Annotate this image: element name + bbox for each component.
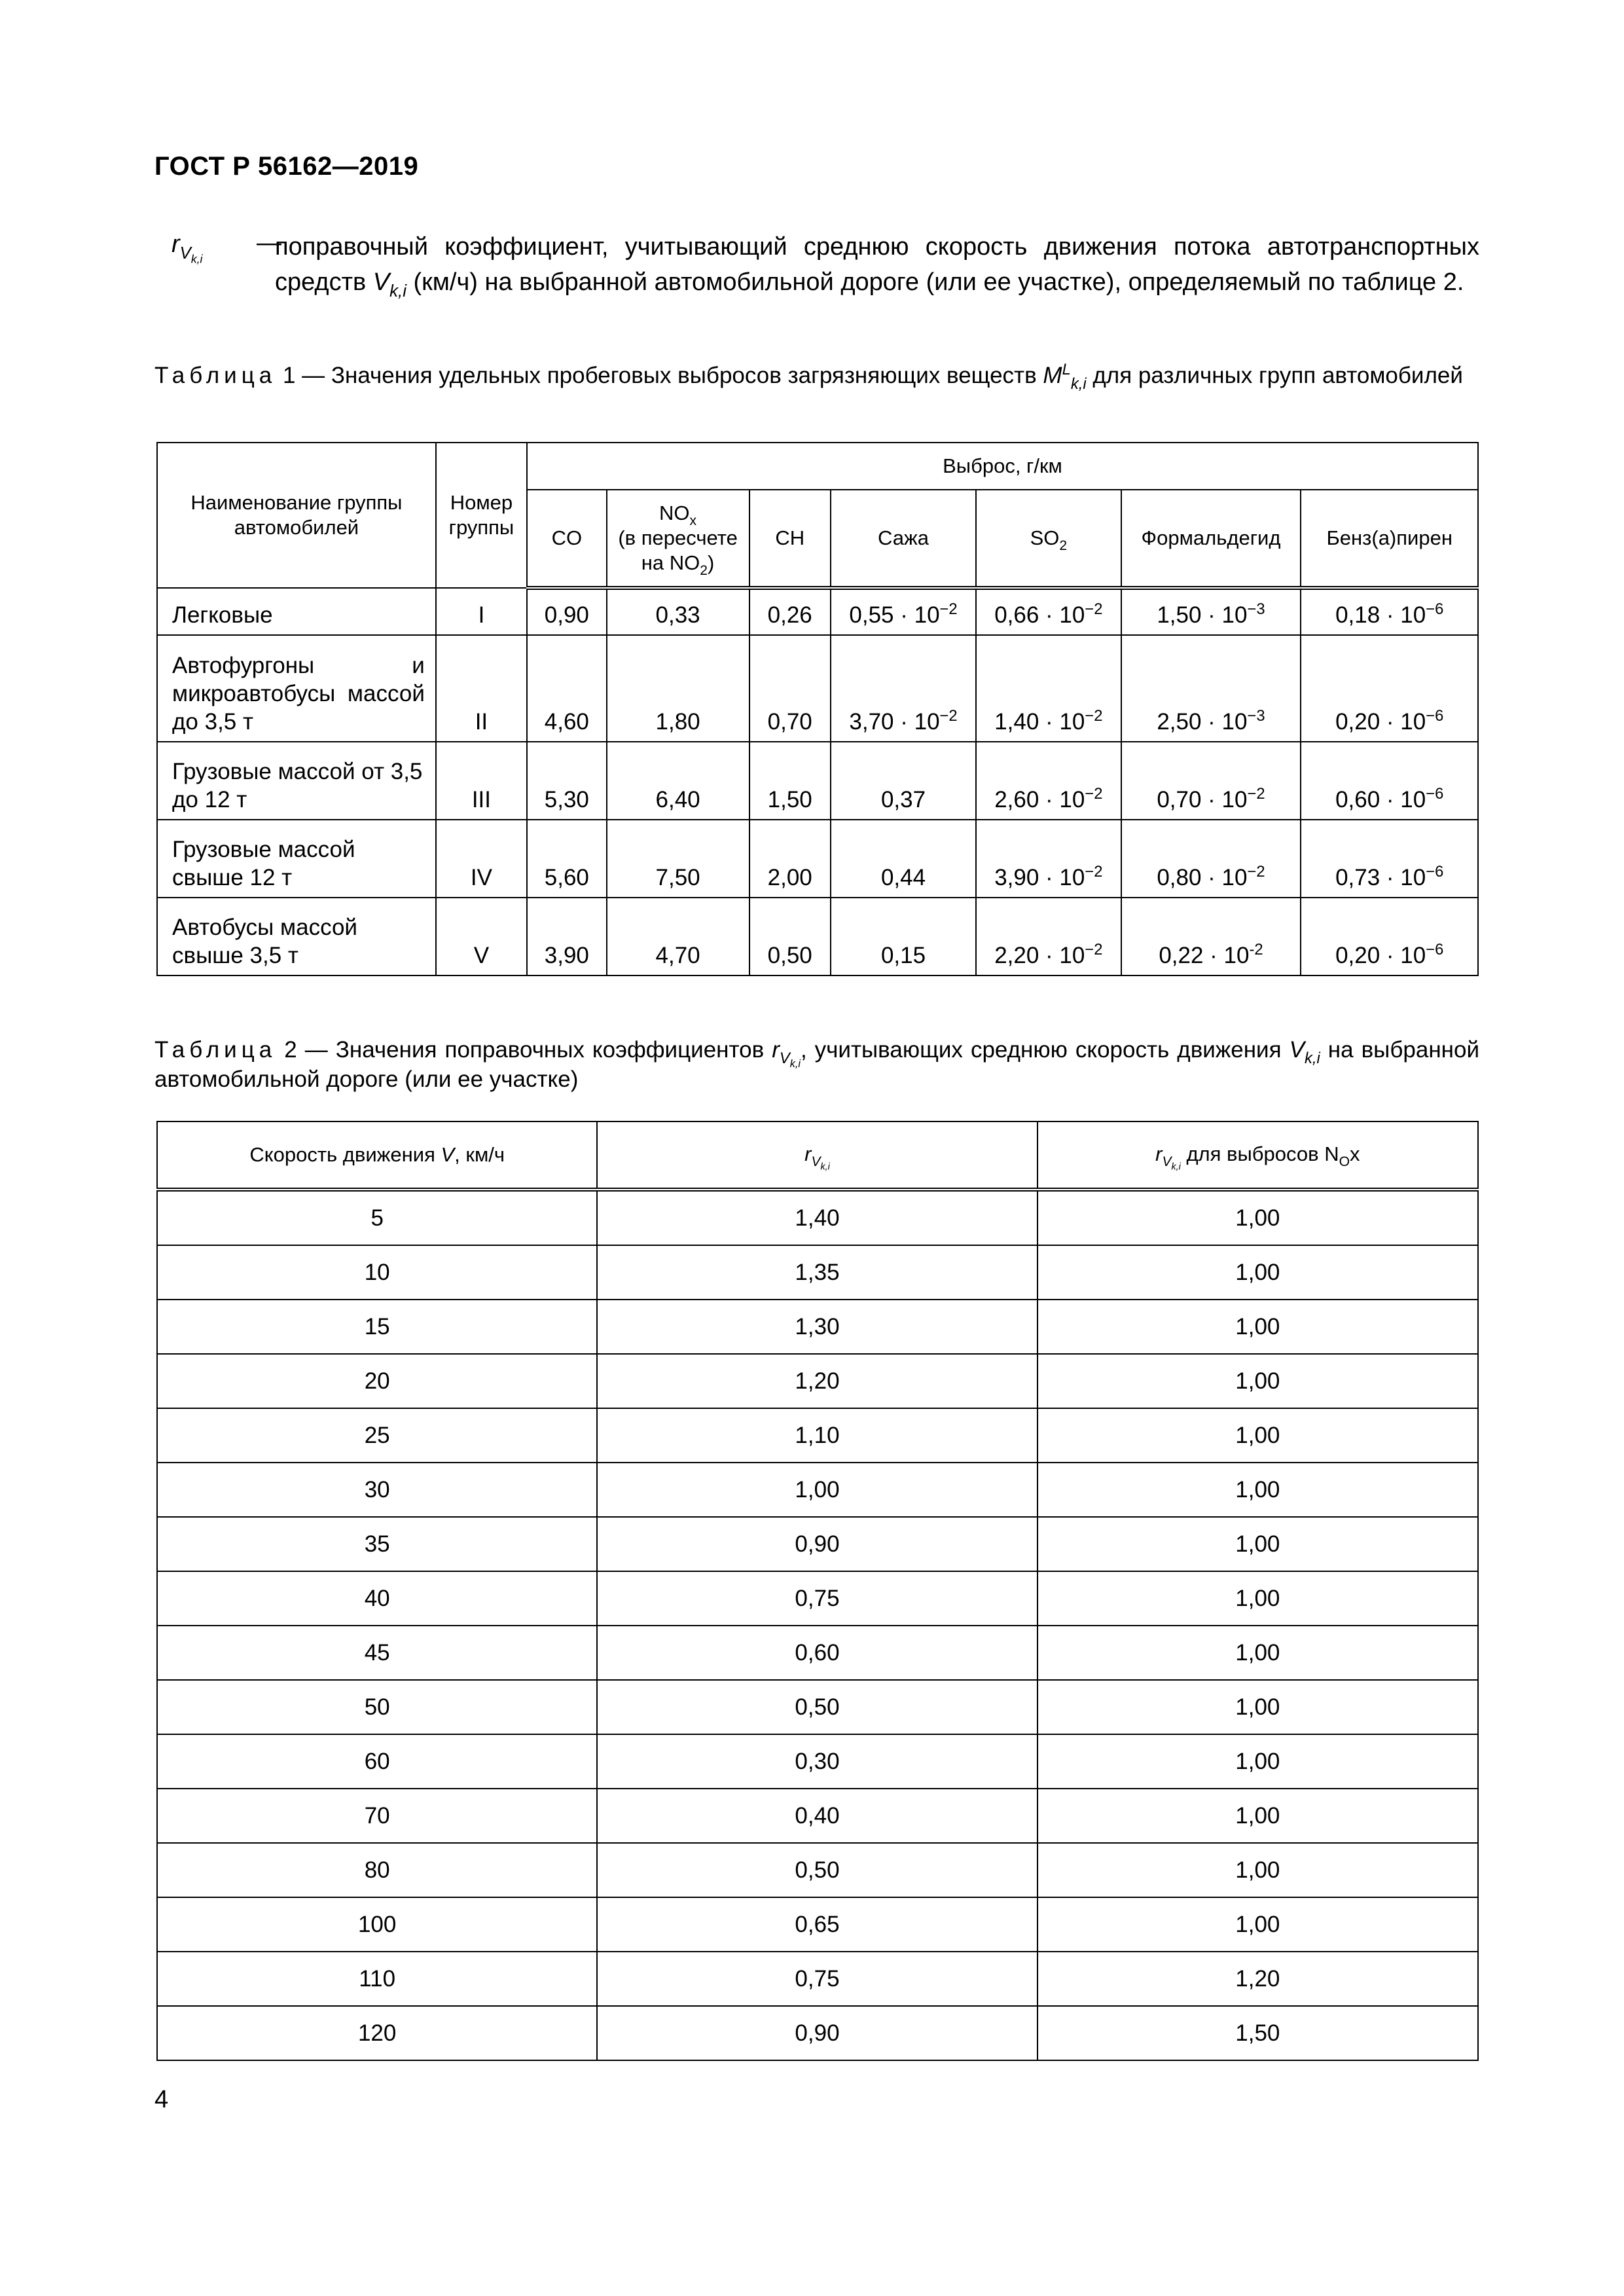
cell-speed: 50	[157, 1680, 597, 1734]
cell-so2: $3,90 \cdot 10^{-2}$	[976, 820, 1121, 898]
table-row	[157, 1190, 1478, 1245]
cell-group-number: III	[436, 742, 527, 820]
cell-nox: 1,80	[607, 635, 749, 742]
cell-co: 0,90	[527, 588, 607, 635]
table-row	[157, 1300, 1478, 1354]
table-row	[157, 820, 1478, 898]
table-row	[157, 898, 1478, 975]
cell-soot: $0,55 \cdot 10^{-2}$	[831, 588, 976, 635]
table-row	[157, 1734, 1478, 1789]
cell-so2: $2,20 \cdot 10^{-2}$	[976, 898, 1121, 975]
cell-r-coefficient: 1,35	[597, 1245, 1037, 1300]
cell-nox: 7,50	[607, 820, 749, 898]
cell-speed: 25	[157, 1408, 597, 1463]
cell-ch: 0,50	[749, 898, 831, 975]
cell-r-coefficient: 1,20	[597, 1354, 1037, 1408]
table-row	[157, 588, 1478, 635]
cell-r-nox: 1,00	[1038, 1680, 1478, 1734]
cell-r-nox: 1,00	[1038, 1789, 1478, 1843]
cell-r-nox: 1,00	[1038, 1463, 1478, 1517]
cell-r-coefficient: 1,40	[597, 1190, 1037, 1245]
cell-speed: 20	[157, 1354, 597, 1408]
cell-speed: 10	[157, 1245, 597, 1300]
cell-group-name: Автобусы массой свыше 3,5 т	[157, 898, 436, 975]
cell-r-nox: 1,00	[1038, 1245, 1478, 1300]
table-row	[157, 2006, 1478, 2060]
cell-r-coefficient: 0,90	[597, 1517, 1037, 1571]
cell-r-coefficient: 0,90	[597, 2006, 1037, 2060]
header-r-nox: $r_{V_{k,i}}$ для выбросов $N_Ox$	[1038, 1121, 1478, 1190]
cell-group-name: Легковые	[157, 588, 436, 635]
cell-so2: $0,66 \cdot 10^{-2}$	[976, 588, 1121, 635]
table-row	[157, 1952, 1478, 2006]
header-group-name: Наименование группы автомобилей	[157, 443, 436, 588]
cell-group-name: Грузовые массой свыше 12 т	[157, 820, 436, 898]
table-row	[157, 1571, 1478, 1626]
table-row	[157, 1354, 1478, 1408]
cell-co: 3,90	[527, 898, 607, 975]
cell-speed: 110	[157, 1952, 597, 2006]
cell-speed: 60	[157, 1734, 597, 1789]
header-ch: CH	[749, 490, 831, 588]
cell-r-nox: 1,00	[1038, 1517, 1478, 1571]
cell-speed: 120	[157, 2006, 597, 2060]
document-header: ГОСТ Р 56162—2019	[154, 152, 419, 181]
cell-r-nox: 1,00	[1038, 1897, 1478, 1952]
table1-caption: Таблица 1 — Значения удельных пробеговых выбросов загрязняющих веществ $M^L_{k,i}$ для различных групп автомобилей	[154, 360, 1463, 393]
cell-co: 5,30	[527, 742, 607, 820]
table-row	[157, 1897, 1478, 1952]
cell-formaldehyde: $0,22 \cdot 10^{-2}$	[1121, 898, 1301, 975]
cell-co: 5,60	[527, 820, 607, 898]
table-row	[157, 1789, 1478, 1843]
table-row	[157, 1408, 1478, 1463]
cell-formaldehyde: $2,50 \cdot 10^{-3}$	[1121, 635, 1301, 742]
cell-r-nox: 1,00	[1038, 1408, 1478, 1463]
cell-so2: $1,40 \cdot 10^{-2}$	[976, 635, 1121, 742]
cell-group-name: Автофургоны и микроавтобусы массой до 3,5 т	[157, 635, 436, 742]
table-row	[157, 1463, 1478, 1517]
cell-r-coefficient: 1,30	[597, 1300, 1037, 1354]
cell-r-nox: 1,00	[1038, 1300, 1478, 1354]
table-row	[157, 1245, 1478, 1300]
cell-r-nox: 1,00	[1038, 1190, 1478, 1245]
cell-soot: $3,70 \cdot 10^{-2}$	[831, 635, 976, 742]
cell-formaldehyde: $0,70 \cdot 10^{-2}$	[1121, 742, 1301, 820]
cell-speed: 45	[157, 1626, 597, 1680]
cell-soot: 0,44	[831, 820, 976, 898]
header-formaldehyde: Формальдегид	[1121, 490, 1301, 588]
cell-benzpyrene: $0,20 \cdot 10^{-6}$	[1301, 635, 1478, 742]
cell-group-number: I	[436, 588, 527, 635]
header-emission: Выброс, г/км	[527, 443, 1478, 490]
cell-ch: 0,26	[749, 588, 831, 635]
cell-benzpyrene: $0,18 \cdot 10^{-6}$	[1301, 588, 1478, 635]
definition-symbol: $r_{V_{k,i}}$	[171, 230, 203, 266]
cell-speed: 35	[157, 1517, 597, 1571]
cell-r-nox: 1,00	[1038, 1354, 1478, 1408]
cell-r-nox: 1,20	[1038, 1952, 1478, 2006]
cell-speed: 70	[157, 1789, 597, 1843]
page-number: 4	[154, 2086, 169, 2113]
cell-ch: 1,50	[749, 742, 831, 820]
cell-r-coefficient: 0,40	[597, 1789, 1037, 1843]
cell-r-nox: 1,50	[1038, 2006, 1478, 2060]
cell-r-nox: 1,00	[1038, 1571, 1478, 1626]
cell-speed: 80	[157, 1843, 597, 1897]
table-row	[157, 1517, 1478, 1571]
table-row	[157, 635, 1478, 742]
cell-r-coefficient: 1,10	[597, 1408, 1037, 1463]
cell-r-coefficient: 0,50	[597, 1843, 1037, 1897]
table-row	[157, 742, 1478, 820]
cell-r-nox: 1,00	[1038, 1843, 1478, 1897]
cell-formaldehyde: $0,80 \cdot 10^{-2}$	[1121, 820, 1301, 898]
cell-so2: $2,60 \cdot 10^{-2}$	[976, 742, 1121, 820]
cell-benzpyrene: $0,60 \cdot 10^{-6}$	[1301, 742, 1478, 820]
cell-formaldehyde: $1,50 \cdot 10^{-3}$	[1121, 588, 1301, 635]
cell-ch: 2,00	[749, 820, 831, 898]
cell-speed: 15	[157, 1300, 597, 1354]
cell-r-nox: 1,00	[1038, 1626, 1478, 1680]
header-r-coefficient: $r_{V_{k,i}}$	[597, 1121, 1037, 1190]
header-benzpyrene: Бенз(а)пирен	[1301, 490, 1478, 588]
cell-r-coefficient: 0,75	[597, 1571, 1037, 1626]
cell-r-coefficient: 0,30	[597, 1734, 1037, 1789]
cell-group-name: Грузовые массой от 3,5 до 12 т	[157, 742, 436, 820]
definition-dash: —	[257, 229, 281, 257]
header-group-number: Номер группы	[436, 443, 527, 588]
cell-speed: 30	[157, 1463, 597, 1517]
cell-nox: 6,40	[607, 742, 749, 820]
table-row	[157, 1680, 1478, 1734]
cell-r-coefficient: 0,50	[597, 1680, 1037, 1734]
header-speed: Скорость движения V, км/ч	[157, 1121, 597, 1190]
cell-group-number: IV	[436, 820, 527, 898]
header-co: CO	[527, 490, 607, 588]
correction-coefficients-table	[156, 1121, 1479, 2061]
header-soot: Сажа	[831, 490, 976, 588]
cell-benzpyrene: $0,73 \cdot 10^{-6}$	[1301, 820, 1478, 898]
cell-r-coefficient: 0,65	[597, 1897, 1037, 1952]
cell-co: 4,60	[527, 635, 607, 742]
cell-speed: 40	[157, 1571, 597, 1626]
cell-r-coefficient: 0,60	[597, 1626, 1037, 1680]
cell-nox: 4,70	[607, 898, 749, 975]
table-row	[157, 1843, 1478, 1897]
cell-group-number: II	[436, 635, 527, 742]
table-row	[157, 1626, 1478, 1680]
cell-group-number: V	[436, 898, 527, 975]
cell-r-coefficient: 0,75	[597, 1952, 1037, 2006]
cell-soot: 0,37	[831, 742, 976, 820]
cell-benzpyrene: $0,20 \cdot 10^{-6}$	[1301, 898, 1478, 975]
cell-speed: 5	[157, 1190, 597, 1245]
cell-soot: 0,15	[831, 898, 976, 975]
header-so2: $SO_2$	[976, 490, 1121, 588]
cell-nox: 0,33	[607, 588, 749, 635]
emissions-table	[156, 442, 1479, 976]
header-nox: $NO_x$ (в пересчете на $NO_2$)	[607, 490, 749, 588]
cell-speed: 100	[157, 1897, 597, 1952]
table2-caption: Таблица 2 — Значения поправочных коэффициентов $r_{V_{k,i}}$, учитывающих среднюю скорость движения $V_{k,i}$ на выбранной автомобильной дороге (или ее участке)	[154, 1037, 1479, 1092]
definition-text: поправочный коэффициент, учитывающий среднюю скорость движения потока автотранспортных средств $V_{k,i}$ (км/ч) на выбранной автомобильной дороге (или ее участке), определяемый по таблице 2.	[275, 233, 1479, 301]
cell-r-nox: 1,00	[1038, 1734, 1478, 1789]
cell-ch: 0,70	[749, 635, 831, 742]
cell-r-coefficient: 1,00	[597, 1463, 1037, 1517]
